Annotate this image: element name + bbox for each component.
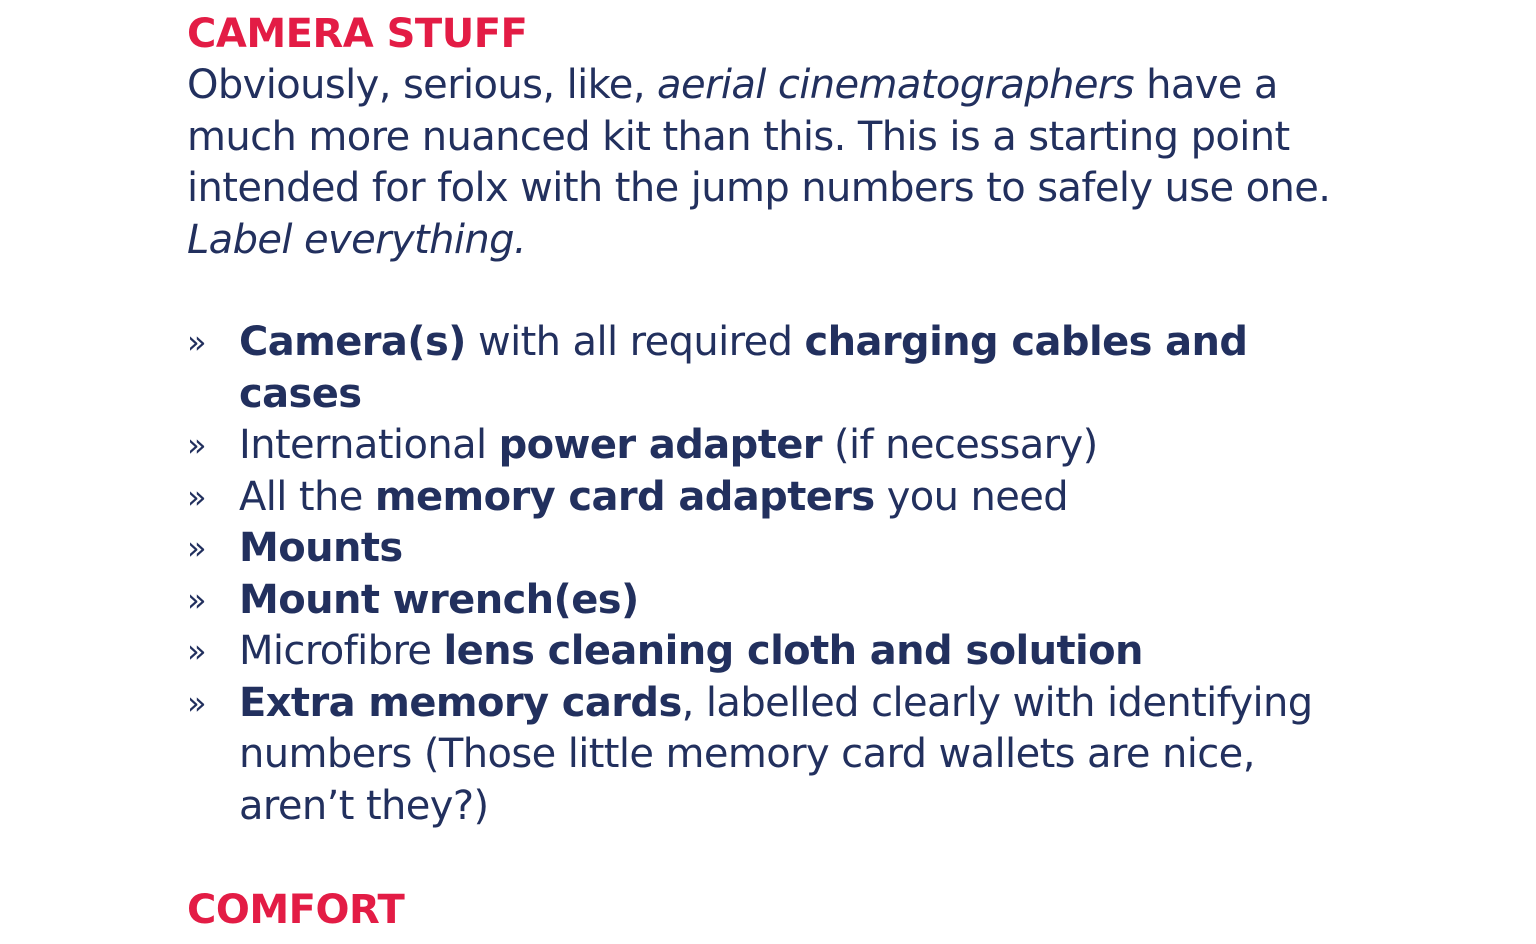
item-bold-text: Extra memory cards — [239, 679, 682, 726]
intro-emphasis-label: Label everything. — [187, 216, 527, 263]
item-text: All the — [239, 473, 375, 520]
item-text: International — [239, 422, 499, 468]
section-heading-camera-stuff: CAMERA STUFF — [187, 11, 528, 57]
intro-text: have a much more nuanced kit than this. This is a starting point intended for folx with the jump numbers to safely use one. — [187, 62, 1331, 211]
list-item — [187, 523, 1367, 575]
bullet-icon: » — [187, 580, 206, 619]
camera-intro-paragraph — [187, 60, 1367, 266]
list-item — [187, 472, 1367, 524]
list-item — [187, 575, 1367, 627]
bullet-icon: » — [187, 323, 206, 361]
camera-kit-list — [187, 317, 1367, 832]
list-item — [187, 420, 1367, 472]
item-text: with all required — [465, 319, 805, 365]
bullet-icon: » — [187, 683, 206, 722]
intro-emphasis: aerial cinematographers — [657, 62, 1134, 108]
item-bold-text: power adapter — [498, 422, 822, 468]
item-bold-text: lens cleaning cloth and solution — [443, 628, 1143, 674]
item-text: you need — [874, 473, 1069, 520]
bullet-icon: » — [187, 632, 206, 670]
bullet-icon: » — [187, 529, 206, 567]
item-text: , labelled clearly with identifying numbers (Those little memory card wallets are nice, aren’t they?) — [239, 679, 1313, 829]
item-bold-text: charging cables and cases — [239, 319, 1248, 417]
document-body — [187, 8, 1367, 936]
item-bold-text: Mounts — [239, 525, 403, 571]
item-text: Microfibre — [239, 628, 444, 674]
list-item — [187, 317, 1367, 420]
item-bold-text: Mount wrench(es) — [239, 576, 639, 623]
bullet-icon: » — [187, 426, 206, 464]
item-bold-text: memory card adapters — [374, 473, 875, 520]
list-item — [187, 678, 1367, 833]
list-item — [187, 626, 1367, 678]
item-bold-text: Camera(s) — [239, 319, 466, 365]
bullet-icon: » — [187, 477, 206, 516]
intro-text: Obviously, serious, like, — [187, 62, 658, 108]
item-text: (if necessary) — [821, 422, 1098, 468]
section-heading-comfort: COMFORT — [187, 887, 405, 933]
